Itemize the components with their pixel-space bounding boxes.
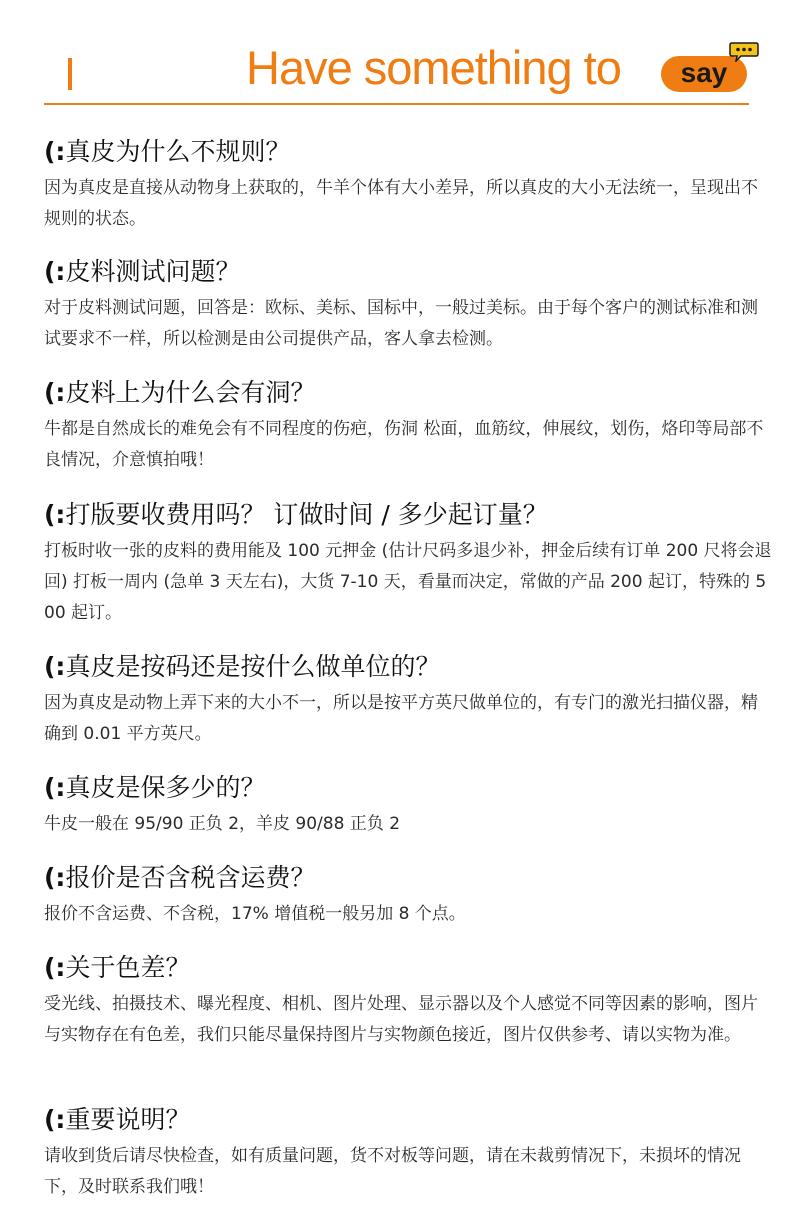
faq-answer: 牛都是自然成长的难免会有不同程度的伤疤，伤洞 松面，血筋纹，伸展纹，划伤，烙印等局部不良情况，介意慎拍哦！ [44, 419, 764, 470]
faq-question-text: 真皮是保多少的？ [65, 773, 266, 802]
faq-mark: (: [44, 500, 66, 529]
faq-item [44, 652, 774, 750]
faq-item [44, 773, 774, 840]
faq-item [44, 257, 774, 355]
faq-question-text: 打版要收费用吗？ 订做时间 / 多少起订量？ [65, 500, 548, 529]
faq-item [44, 953, 774, 1051]
page-header [0, 0, 790, 110]
faq-answer: 因为真皮是动物上弄下来的大小不一，所以是按平方英尺做单位的，有专门的激光扫描仪器，精确到 0.01 平方英尺。 [44, 693, 758, 744]
faq-item [44, 137, 774, 235]
faq-question-text: 真皮为什么不规则？ [65, 137, 291, 166]
faq-question [44, 953, 774, 983]
faq-question [44, 257, 774, 287]
faq-item [44, 863, 774, 930]
faq-answer: 对于皮料测试问题，回答是：欧标、美标、国标中，一般过美标。由于每个客户的测试标准和测试要求不一样，所以检测是由公司提供产品，客人拿去检测。 [44, 298, 758, 349]
faq-item [44, 1105, 774, 1203]
faq-mark: (: [44, 257, 66, 286]
faq-question [44, 500, 774, 530]
faq-question-text: 皮料上为什么会有洞？ [65, 378, 316, 407]
faq-answer: 因为真皮是直接从动物身上获取的，牛羊个体有大小差异，所以真皮的大小无法统一，呈现出不规则的状态。 [44, 178, 758, 229]
faq-question [44, 863, 774, 893]
faq-answer: 打板时收一张的皮料的费用能及 100 元押金 (估计尺码多退少补，押金后续有订单 200 尺将会退回) 打板一周内 (急单 3 天左右)，大货 7-10 天，看量而决定，常做的产品 200 起订，特殊的 500 起订。 [44, 541, 772, 623]
speech-bubble-dots-icon [729, 42, 759, 62]
faq-question [44, 1105, 774, 1135]
faq-item [44, 500, 774, 629]
faq-mark: (: [44, 773, 66, 802]
faq-question [44, 137, 774, 167]
faq-question [44, 652, 774, 682]
faq-question-text: 真皮是按码还是按什么做单位的？ [65, 652, 441, 681]
say-badge-label: say [680, 57, 728, 88]
faq-item [44, 378, 774, 476]
faq-question-text: 报价是否含税含运费？ [65, 863, 316, 892]
faq-answer: 牛皮一般在 95/90 正负 2，羊皮 90/88 正负 2 [44, 814, 401, 834]
faq-question [44, 773, 774, 803]
faq-mark: (: [44, 378, 66, 407]
faq-question-text: 关于色差？ [65, 953, 191, 982]
faq-mark: (: [44, 1105, 66, 1134]
faq-mark: (: [44, 137, 66, 166]
faq-question-text: 重要说明？ [65, 1105, 191, 1134]
faq-mark: (: [44, 953, 66, 982]
faq-question [44, 378, 774, 408]
faq-question-text: 皮料测试问题？ [65, 257, 241, 286]
faq-answer: 请收到货后请尽快检查，如有质量问题，货不对板等问题，请在未裁剪情况下，未损坏的情况下，及时联系我们哦！ [44, 1146, 741, 1197]
header-divider [44, 103, 749, 105]
faq-mark: (: [44, 652, 66, 681]
faq-answer: 受光线、拍摄技术、曝光程度、相机、图片处理、显示器以及个人感觉不同等因素的影响，图片与实物存在有色差，我们只能尽量保持图片与实物颜色接近，图片仅供参考、请以实物为准。 [44, 994, 758, 1045]
page-headline: Have something to [246, 41, 621, 94]
decorative-bar [68, 58, 72, 90]
faq-mark: (: [44, 863, 66, 892]
faq-answer: 报价不含运费、不含税，17% 增值税一般另加 8 个点。 [44, 904, 466, 924]
